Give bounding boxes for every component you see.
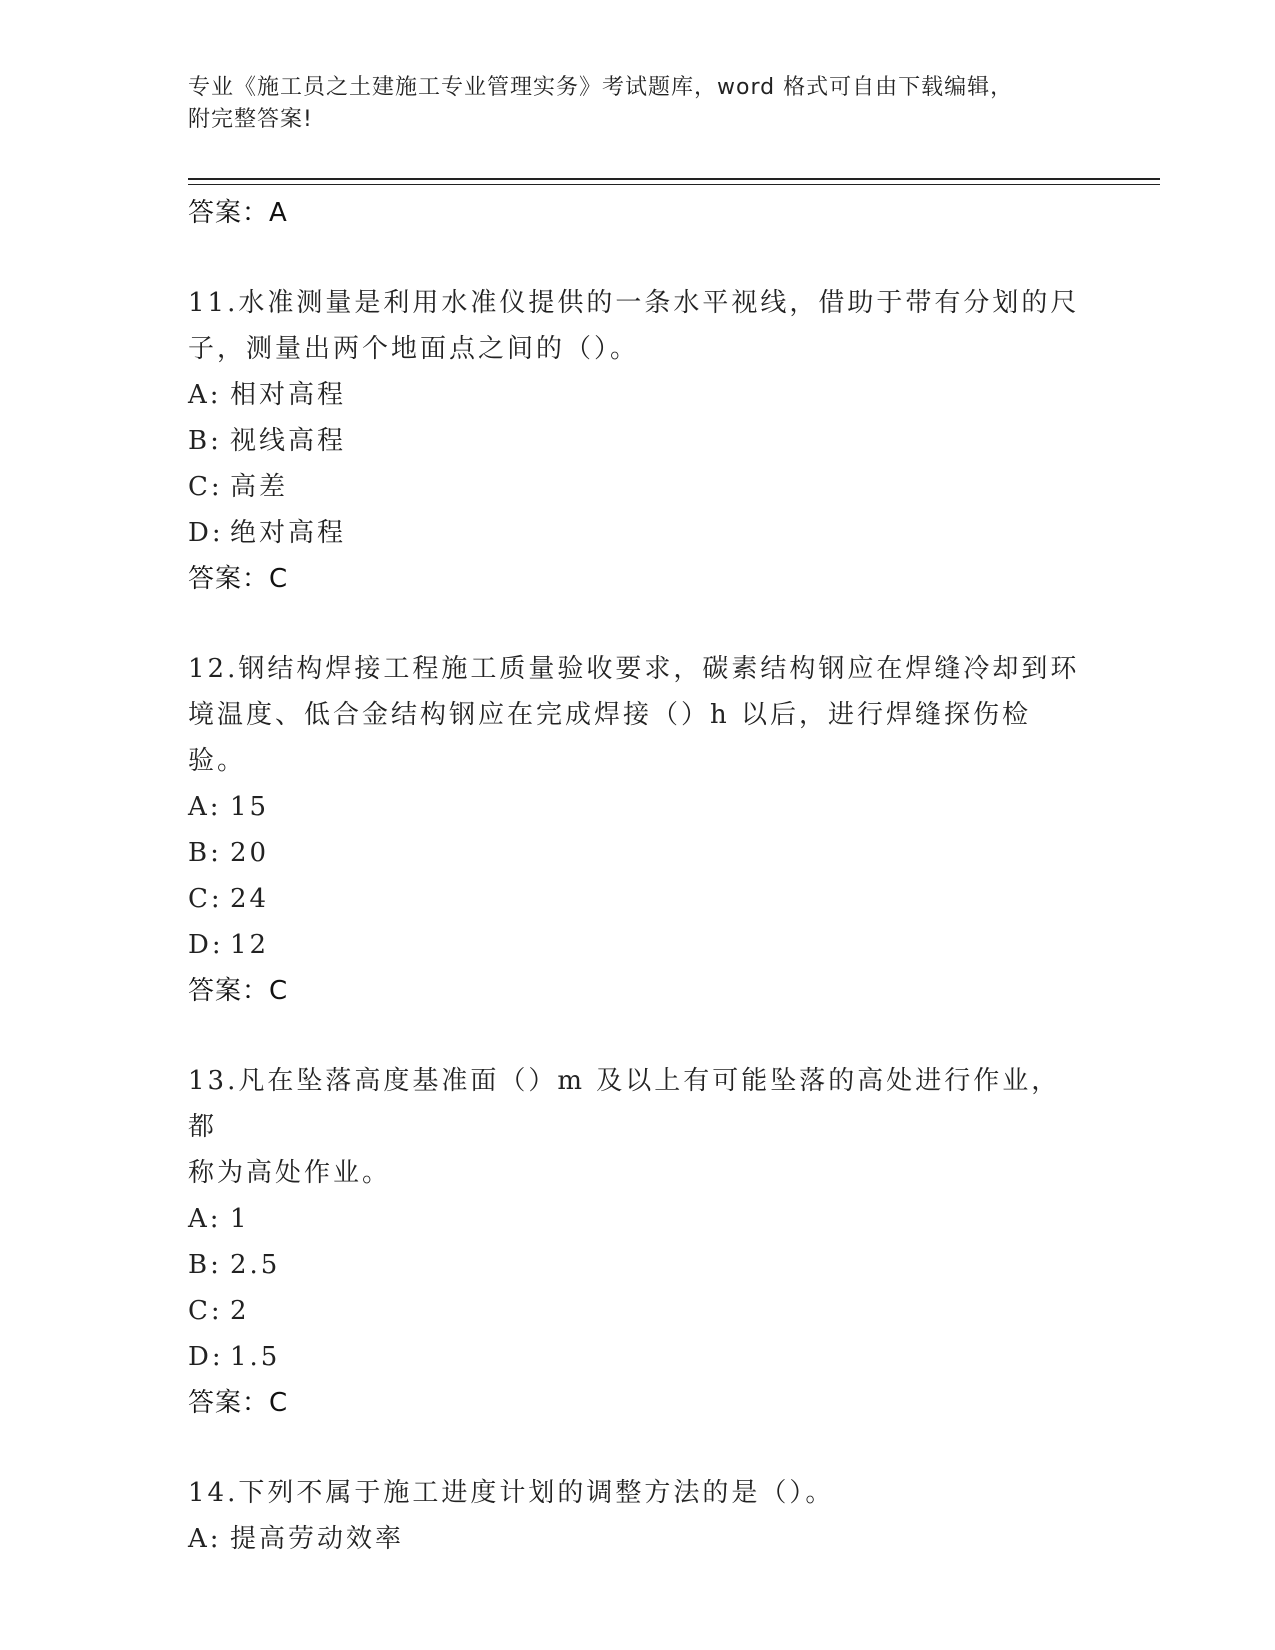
option-d	[188, 510, 1088, 556]
option-text: 相对高程	[230, 380, 347, 410]
header-divider-thick	[188, 178, 1160, 180]
option-text: 视线高程	[230, 426, 347, 456]
answer-line: 答案：C	[188, 1388, 289, 1418]
option-a	[188, 372, 1088, 418]
option-letter: D:	[188, 930, 224, 960]
option-letter: C:	[188, 472, 223, 502]
option-text: 1.5	[230, 1342, 281, 1372]
option-letter: B:	[188, 426, 222, 456]
option-letter: A:	[188, 792, 222, 822]
option-b	[188, 418, 1088, 464]
option-a	[188, 1516, 1088, 1562]
option-d	[188, 922, 1088, 968]
option-text: 12	[230, 930, 270, 960]
question-text-line: 境温度、低合金结构钢应在完成焊接（）h 以后，进行焊缝探伤检验。	[188, 700, 1032, 776]
document-header	[188, 72, 1088, 136]
option-b	[188, 830, 1088, 876]
option-letter: B:	[188, 838, 222, 868]
answer-line: 答案：C	[188, 564, 289, 594]
option-letter: A:	[188, 380, 222, 410]
option-b	[188, 1242, 1088, 1288]
question-text	[188, 280, 1088, 372]
option-letter: C:	[188, 1296, 223, 1326]
question-text	[188, 1058, 1088, 1196]
option-letter: A:	[188, 1204, 222, 1234]
option-text: 1	[230, 1204, 250, 1234]
question-12	[188, 646, 1088, 1014]
header-line-1: 专业《施工员之土建施工专业管理实务》考试题库，word 格式可自由下载编辑，	[188, 75, 1014, 100]
option-a	[188, 784, 1088, 830]
question-text-line: 称为高处作业。	[188, 1158, 392, 1188]
option-text: 20	[230, 838, 270, 868]
answer-line: 答案：A	[188, 198, 288, 228]
option-text: 提高劳动效率	[230, 1524, 405, 1554]
question-text-line: 子，测量出两个地面点之间的（）。	[188, 334, 640, 364]
question-list	[188, 190, 1088, 1562]
option-text: 绝对高程	[230, 518, 347, 548]
option-text: 高差	[230, 472, 289, 502]
option-letter: D:	[188, 518, 224, 548]
option-letter: C:	[188, 884, 223, 914]
option-text: 15	[230, 792, 270, 822]
option-letter: B:	[188, 1250, 222, 1280]
header-line-2: 附完整答案!	[188, 107, 313, 132]
option-text: 2.5	[230, 1250, 281, 1280]
question-text-line: 12.钢结构焊接工程施工质量验收要求，碳素结构钢应在焊缝冷却到环	[188, 654, 1080, 684]
question-13	[188, 1058, 1088, 1426]
question-14	[188, 1470, 1088, 1562]
question-text-line: 14.下列不属于施工进度计划的调整方法的是（）。	[188, 1478, 835, 1508]
question-text	[188, 646, 1088, 784]
option-text: 2	[230, 1296, 250, 1326]
answer-line: 答案：C	[188, 976, 289, 1006]
question-11	[188, 280, 1088, 602]
option-text: 24	[230, 884, 270, 914]
option-letter: A:	[188, 1524, 222, 1554]
header-divider-thin	[188, 184, 1160, 185]
option-c	[188, 876, 1088, 922]
question-text	[188, 1470, 1088, 1516]
option-letter: D:	[188, 1342, 224, 1372]
question-text-line: 13.凡在坠落高度基准面（）m 及以上有可能坠落的高处进行作业，都	[188, 1066, 1061, 1142]
option-a	[188, 1196, 1088, 1242]
option-c	[188, 464, 1088, 510]
option-d	[188, 1334, 1088, 1380]
option-c	[188, 1288, 1088, 1334]
question-text-line: 11.水准测量是利用水准仪提供的一条水平视线，借助于带有分划的尺	[188, 288, 1080, 318]
